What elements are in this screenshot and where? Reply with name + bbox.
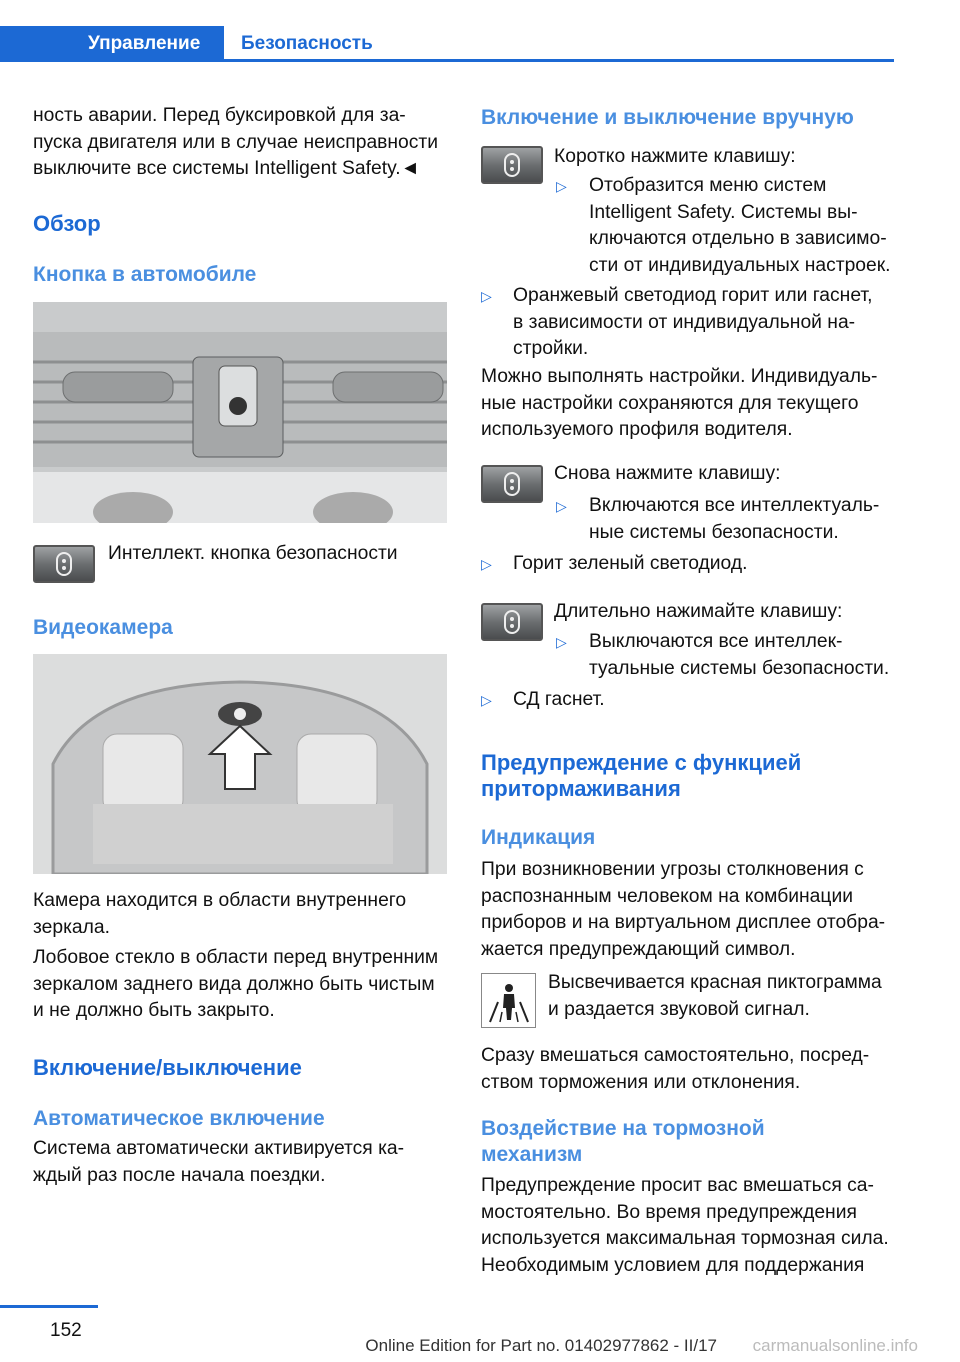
text-line: Предупреждение просит вас вмешаться са- <box>481 1175 874 1196</box>
bullet-item: СД гаснет. <box>513 689 605 710</box>
intro-text <box>33 103 453 183</box>
text-line: жается предупреждающий символ. <box>481 938 796 960</box>
text-line: ность аварии. Перед буксировкой для за- <box>33 105 406 126</box>
brake-text <box>481 1173 889 1279</box>
page-number: 152 <box>50 1320 82 1341</box>
text-line: сти от индивидуальных настроек. <box>589 254 891 276</box>
safety-button-icon <box>481 146 543 184</box>
text-line: и раздается звуковой сигнал. <box>548 998 810 1020</box>
heading-camera: Видеокамера <box>33 616 173 639</box>
heading-button: Кнопка в автомобиле <box>33 263 257 286</box>
text-line: Сразу вмешаться самостоятельно, посред- <box>481 1045 870 1066</box>
text-line: ключаются отдельно в зависимо- <box>589 228 887 249</box>
bullet-item <box>513 283 872 363</box>
text-line: Необходимым условием для поддержания <box>481 1254 865 1276</box>
text-line: используемого профиля водителя. <box>481 419 793 440</box>
tab-safety[interactable]: Безопасность <box>224 26 894 62</box>
bullet-icon: ▷ <box>556 498 567 514</box>
button-caption: Интеллект. кнопка безопасности <box>108 543 398 564</box>
text-line: в зависимости от индивидуальной на- <box>513 311 856 333</box>
pictogram-text <box>548 970 882 1023</box>
heading-indication: Индикация <box>481 826 596 849</box>
text-line: Можно выполнять настройки. Индивидуаль- <box>481 366 878 387</box>
bullet-item <box>589 493 879 546</box>
text-line: используется максимальная тормозная сила. <box>481 1228 889 1249</box>
intervene-text <box>481 1043 869 1096</box>
heading-onoff: Включение/выключение <box>33 1055 302 1080</box>
text-line: Включаются все интеллектуаль- <box>589 495 880 516</box>
heading-auto: Автоматическое включение <box>33 1107 325 1130</box>
bullet-item <box>589 173 891 279</box>
text-line: туальные системы безопасности. <box>589 657 890 679</box>
dashboard-photo <box>33 302 447 523</box>
footer-divider <box>0 1305 98 1308</box>
text-line: зеркала. <box>33 916 110 938</box>
watermark-text: carmanualsonline.info <box>752 1336 918 1355</box>
text-line: ждый раз после начала поездки. <box>33 1164 326 1186</box>
heading-manual: Включение и выключение вручную <box>481 106 854 129</box>
text-line: ные настройки сохраняются для текущего <box>481 392 859 414</box>
text-line: распознанным человеком на комбинации <box>481 885 853 907</box>
heading-line: механизм <box>481 1143 583 1166</box>
indication-text <box>481 857 885 963</box>
bullet-icon: ▷ <box>556 634 567 650</box>
text-line: ные системы безопасности. <box>589 521 839 543</box>
heading-line: притормаживания <box>481 776 681 801</box>
camera-text1 <box>33 888 453 941</box>
safety-button-icon <box>33 545 95 583</box>
text-line: приборов и на виртуальном дисплее отобра- <box>481 912 886 933</box>
heading-line: Воздействие на тормозной <box>481 1117 765 1140</box>
bullet-icon: ▷ <box>556 178 567 194</box>
pedestrian-warning-icon <box>481 973 536 1028</box>
safety-button-icon <box>481 603 543 641</box>
bullet-icon: ▷ <box>481 692 492 708</box>
text-line: Камера находится в области внутреннего <box>33 890 407 911</box>
long-press-text: Длительно нажимайте клавишу: <box>554 601 843 622</box>
heading-warning <box>481 750 801 802</box>
text-line: зеркалом заднего вида должно быть чистым <box>33 973 435 995</box>
text-line: Отобразится меню систем <box>589 175 827 196</box>
settings-text <box>481 364 877 444</box>
bullet-icon: ▷ <box>481 288 492 304</box>
text-line: ством торможения или отклонения. <box>481 1071 801 1093</box>
text-line: и не должно быть закрыто. <box>33 1000 275 1021</box>
text-line: мостоятельно. Во время предупреждения <box>481 1201 857 1223</box>
bullet-item <box>589 629 889 682</box>
press-again-text: Снова нажмите клавишу: <box>554 463 781 484</box>
bullet-icon: ▷ <box>481 556 492 572</box>
short-press-text: Коротко нажмите клавишу: <box>554 146 796 167</box>
heading-overview: Обзор <box>33 211 101 236</box>
text-line: При возникновении угрозы столкновения с <box>481 859 864 880</box>
heading-line: Предупреждение с функцией <box>481 750 802 775</box>
tab-control[interactable]: Управление <box>0 26 224 62</box>
text-line: Система автоматически активируется ка- <box>33 1138 405 1159</box>
text-line: Высвечивается красная пиктограмма <box>548 972 882 993</box>
heading-brake <box>481 1116 765 1168</box>
camera-photo <box>33 654 447 874</box>
text-line: стройки. <box>513 338 589 359</box>
text-line: Intelligent Safety. Системы вы- <box>589 201 858 223</box>
edition-text: Online Edition for Part no. 01402977862 - II/17 <box>365 1336 717 1355</box>
text-line: Оранжевый светодиод горит или гаснет, <box>513 285 873 306</box>
text-line: Лобовое стекло в области перед внутренним <box>33 947 439 968</box>
bullet-item: Горит зеленый светодиод. <box>513 553 748 574</box>
text-line: Выключаются все интеллек- <box>589 631 843 652</box>
auto-text <box>33 1136 453 1189</box>
text-line: выключите все системы Intelligent Safety.◄ <box>33 158 420 179</box>
text-line: пуска двигателя или в случае неисправности <box>33 131 439 153</box>
camera-text2 <box>33 945 453 1025</box>
safety-button-icon <box>481 465 543 503</box>
